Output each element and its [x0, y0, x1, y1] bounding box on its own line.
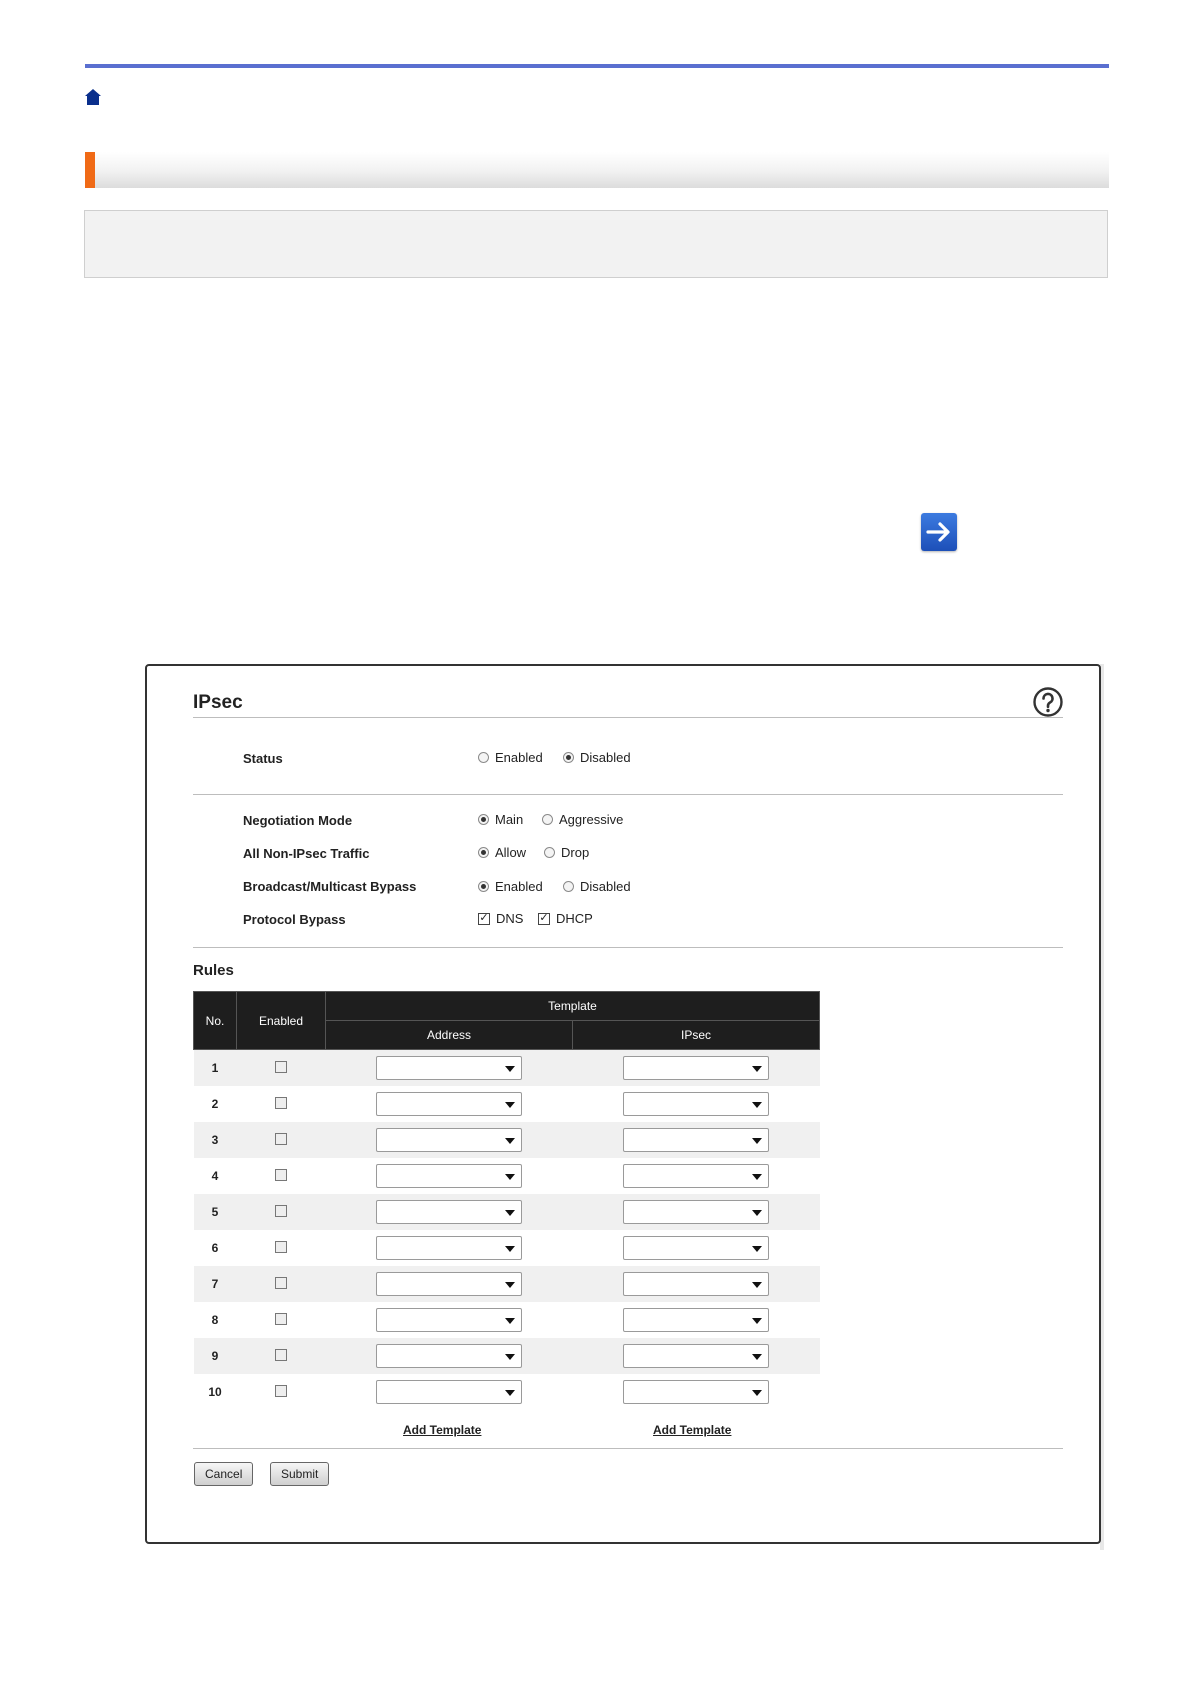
- dhcp-label: DHCP: [556, 911, 593, 926]
- ipsec-template-select[interactable]: [623, 1272, 769, 1296]
- col-ipsec: IPsec: [573, 1021, 820, 1050]
- address-template-select[interactable]: [376, 1272, 522, 1296]
- address-template-select[interactable]: [376, 1344, 522, 1368]
- row-number: 1: [194, 1050, 237, 1087]
- ipsec-template-select[interactable]: [623, 1128, 769, 1152]
- status-disabled-radio[interactable]: [563, 752, 574, 763]
- status-enabled-label: Enabled: [495, 750, 543, 765]
- broadcast-bypass-label: Broadcast/Multicast Bypass: [243, 879, 417, 894]
- table-row: [194, 1302, 820, 1338]
- rule-enabled-checkbox[interactable]: [275, 1349, 287, 1361]
- col-template: Template: [326, 992, 820, 1021]
- negotiation-aggressive-radio[interactable]: [542, 814, 553, 825]
- col-enabled: Enabled: [237, 992, 326, 1050]
- negotiation-aggressive-label: Aggressive: [559, 812, 624, 827]
- cancel-button[interactable]: Cancel: [194, 1462, 253, 1486]
- dhcp-checkbox[interactable]: ✓: [539, 912, 549, 924]
- row-number: 8: [211, 1313, 219, 1327]
- rules-divider: [193, 1448, 1063, 1449]
- status-disabled-label: Disabled: [580, 750, 631, 765]
- non-ipsec-traffic-label: All Non-IPsec Traffic: [243, 846, 370, 861]
- address-template-select[interactable]: [376, 1308, 522, 1332]
- negotiation-aggressive-option[interactable]: [542, 812, 623, 827]
- address-template-select[interactable]: [376, 1128, 522, 1152]
- row-number: 5: [194, 1194, 237, 1230]
- traffic-allow-label: Allow: [495, 845, 527, 860]
- table-row: [194, 1194, 820, 1230]
- bypass-enabled-label: Enabled: [495, 879, 543, 894]
- address-template-select[interactable]: [376, 1092, 522, 1116]
- bypass-enabled-radio[interactable]: [478, 881, 489, 892]
- col-no: No.: [194, 992, 237, 1050]
- row-number: 4: [211, 1169, 219, 1183]
- protocol-bypass-label: Protocol Bypass: [243, 912, 346, 927]
- address-template-select[interactable]: [376, 1200, 522, 1224]
- next-arrow-icon[interactable]: [921, 513, 957, 551]
- address-template-select[interactable]: [376, 1380, 522, 1404]
- rule-enabled-checkbox[interactable]: [275, 1385, 287, 1397]
- table-row: [194, 1050, 820, 1087]
- traffic-drop-radio[interactable]: [544, 847, 555, 858]
- bypass-enabled-option[interactable]: [478, 879, 543, 894]
- home-icon[interactable]: [84, 88, 102, 106]
- negotiation-main-radio[interactable]: [478, 814, 489, 825]
- status-enabled-option[interactable]: [478, 750, 543, 765]
- title-accent: [85, 152, 95, 188]
- top-divider: [85, 64, 1109, 68]
- address-template-select[interactable]: [376, 1164, 522, 1188]
- row-number: 10: [208, 1385, 222, 1399]
- address-template-select[interactable]: [376, 1056, 522, 1080]
- note-box: [84, 210, 1108, 278]
- row-number: 9: [194, 1338, 237, 1374]
- table-row: [194, 1266, 820, 1302]
- rule-enabled-checkbox[interactable]: [275, 1097, 287, 1109]
- bypass-disabled-label: Disabled: [580, 879, 631, 894]
- title-divider: [193, 717, 1063, 718]
- row-number: 3: [194, 1122, 237, 1158]
- rule-enabled-checkbox[interactable]: [275, 1205, 287, 1217]
- section-title-bar: [85, 152, 1109, 188]
- rules-table: [193, 991, 820, 1410]
- rule-enabled-checkbox[interactable]: [275, 1241, 287, 1253]
- status-label: Status: [243, 751, 283, 766]
- add-address-template-link[interactable]: Add Template: [403, 1423, 482, 1437]
- address-template-select[interactable]: [376, 1236, 522, 1260]
- table-row: [194, 1122, 820, 1158]
- traffic-drop-option[interactable]: [544, 845, 589, 860]
- traffic-drop-label: Drop: [561, 845, 590, 860]
- row-number: 6: [211, 1241, 219, 1255]
- status-disabled-option[interactable]: [563, 750, 631, 765]
- help-icon[interactable]: [1032, 686, 1064, 718]
- negotiation-mode-label: Negotiation Mode: [243, 813, 353, 828]
- bypass-disabled-option[interactable]: [563, 879, 631, 894]
- row-number: 2: [211, 1097, 219, 1111]
- table-row: [194, 1086, 820, 1122]
- dns-checkbox[interactable]: ✓: [479, 912, 489, 924]
- rule-enabled-checkbox[interactable]: [275, 1277, 287, 1289]
- rule-enabled-checkbox[interactable]: [275, 1169, 287, 1181]
- submit-button[interactable]: Submit: [270, 1462, 329, 1486]
- table-row: [194, 1230, 820, 1266]
- ipsec-template-select[interactable]: [623, 1236, 769, 1260]
- status-divider: [193, 794, 1063, 795]
- add-ipsec-template-link[interactable]: Add Template: [653, 1423, 732, 1437]
- dhcp-option[interactable]: [538, 911, 593, 926]
- status-enabled-radio[interactable]: [478, 752, 489, 763]
- col-address: Address: [326, 1021, 573, 1050]
- table-row: [194, 1338, 820, 1374]
- dns-label: DNS: [496, 911, 524, 926]
- ipsec-template-select[interactable]: [623, 1092, 769, 1116]
- ipsec-template-select[interactable]: [623, 1308, 769, 1332]
- bypass-disabled-radio[interactable]: [563, 881, 574, 892]
- rule-enabled-checkbox[interactable]: [275, 1313, 287, 1325]
- ipsec-template-select[interactable]: [623, 1200, 769, 1224]
- rule-enabled-checkbox[interactable]: [275, 1133, 287, 1145]
- ipsec-template-select[interactable]: [623, 1380, 769, 1404]
- ipsec-template-select[interactable]: [623, 1164, 769, 1188]
- row-number: 7: [194, 1266, 237, 1302]
- ipsec-template-select[interactable]: [623, 1344, 769, 1368]
- negotiation-main-option[interactable]: [478, 812, 523, 827]
- traffic-allow-radio[interactable]: [478, 847, 489, 858]
- settings-divider: [193, 947, 1063, 948]
- table-row: [194, 1374, 820, 1410]
- panel-title: IPsec: [193, 692, 243, 713]
- ipsec-screenshot-panel: [145, 664, 1101, 1544]
- rule-enabled-checkbox[interactable]: [275, 1061, 287, 1073]
- traffic-allow-option[interactable]: [478, 845, 526, 860]
- negotiation-main-label: Main: [495, 812, 524, 827]
- ipsec-template-select[interactable]: [623, 1056, 769, 1080]
- rules-title: Rules: [193, 962, 234, 979]
- table-row: [194, 1158, 820, 1194]
- dns-option[interactable]: [478, 911, 523, 926]
